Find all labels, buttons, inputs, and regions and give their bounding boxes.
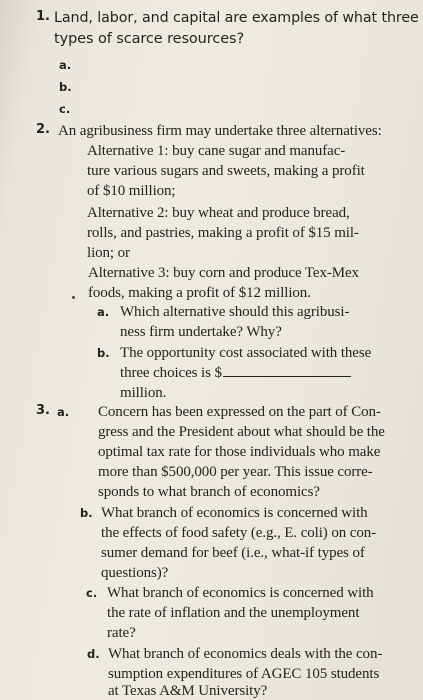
q3d-label: d. xyxy=(87,647,100,661)
q3a-line-5: sponds to what branch of economics? xyxy=(98,484,320,500)
q1-text-line-1: Land, labor, and capital are examples of what three xyxy=(54,10,419,26)
q2-alt-line-2: ture various sugars and sweets, making a profit xyxy=(87,163,365,179)
q2-alt-line-6: lion; or xyxy=(87,245,130,261)
q2-number: 2. xyxy=(36,122,50,137)
q3a-line-2: gress and the President about what should be the xyxy=(98,424,385,440)
q3-number: 3. xyxy=(36,403,50,418)
q3b-label: b. xyxy=(80,506,93,520)
q2-alt-line-3: of $10 million; xyxy=(87,183,176,199)
q1-number: 1. xyxy=(36,9,50,24)
q2-alt-line-5: rolls, and pastries, making a profit of $15 mil- xyxy=(87,225,359,241)
q2b-line-2 xyxy=(120,363,351,383)
q2b-line-1: The opportunity cost associated with these xyxy=(120,345,372,361)
q3b-line-2: the effects of food safety (e.g., E. coli) on con- xyxy=(101,525,377,541)
q1-part-c: c. xyxy=(59,102,71,116)
q3c-line-2: the rate of inflation and the unemployment xyxy=(107,605,360,621)
q2b-label: b. xyxy=(97,346,110,360)
q3a-label: a. xyxy=(57,405,70,419)
q2-alt-line-7: Alternative 3: buy corn and produce Tex-Mex xyxy=(88,265,359,281)
q2b-line-2-text: three choices is $ xyxy=(120,365,222,381)
q2-alt-line-1: Alternative 1: buy cane sugar and manufac- xyxy=(87,143,346,159)
q3a-line-1: Concern has been expressed on the part of Con- xyxy=(98,404,381,420)
q1-part-a: a. xyxy=(59,58,72,72)
answer-blank[interactable] xyxy=(223,364,351,377)
q3d-line-3: at Texas A&M University? xyxy=(108,683,268,699)
q2a-line-2: ness firm undertake? Why? xyxy=(120,324,282,340)
q3a-line-4: more than $500,000 per year. This issue corre- xyxy=(98,464,373,480)
q2-alt-line-8: foods, making a profit of $12 million. xyxy=(88,285,311,301)
q2b-line-3: million. xyxy=(120,385,167,401)
q2-alt-line-4: Alternative 2: buy wheat and produce bread, xyxy=(87,205,350,221)
q3c-line-1: What branch of economics is concerned with xyxy=(107,585,374,601)
pen-mark xyxy=(72,296,75,299)
q3c-line-3: rate? xyxy=(107,625,136,641)
q2a-label: a. xyxy=(97,305,110,319)
q3d-line-1: What branch of economics deals with the con- xyxy=(108,646,383,662)
q2-intro: An agribusiness firm may undertake three alternatives: xyxy=(58,123,382,139)
q3d-line-2: sumption expenditures of AGEC 105 students xyxy=(108,666,380,682)
q1-text-line-2: types of scarce resources? xyxy=(54,31,245,47)
q3a-line-3: optimal tax rate for those individuals who make xyxy=(98,444,381,460)
q3b-line-3: sumer demand for beef (i.e., what-if types of xyxy=(101,545,365,561)
q1-part-b: b. xyxy=(59,80,72,94)
q2a-line-1: Which alternative should this agribusi- xyxy=(120,304,350,320)
q3c-label: c. xyxy=(86,586,98,600)
q3b-line-1: What branch of economics is concerned with xyxy=(101,505,368,521)
q3b-line-4: questions)? xyxy=(101,565,169,581)
